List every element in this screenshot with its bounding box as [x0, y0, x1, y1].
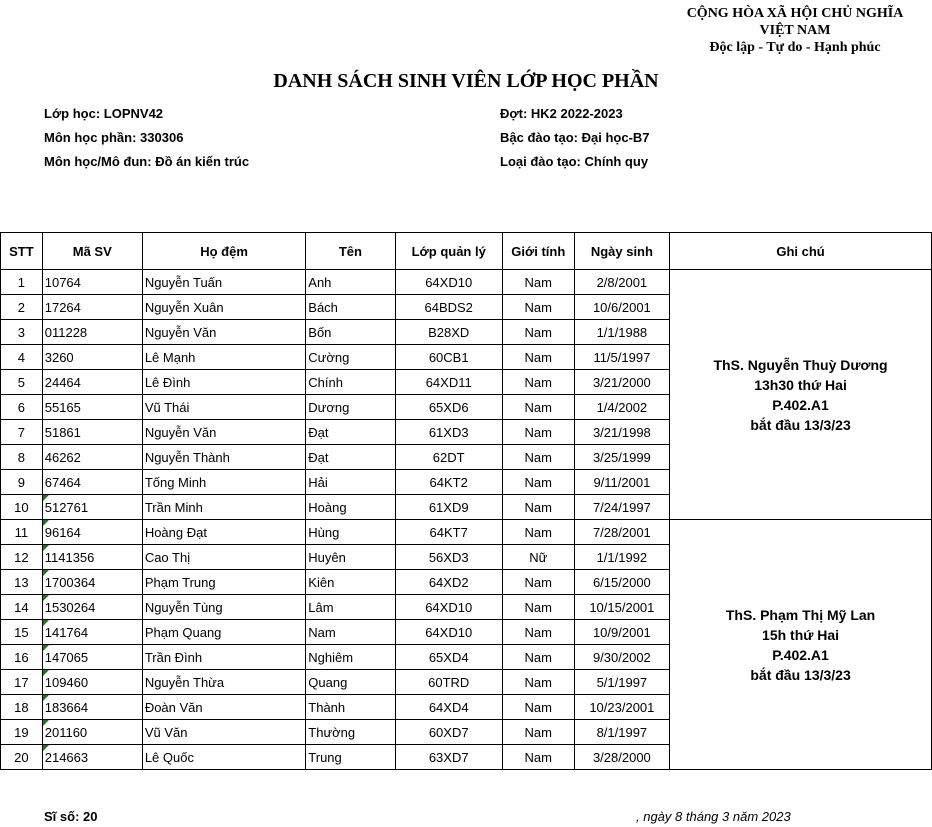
cell-lop: 60XD7: [395, 720, 502, 745]
cell-stt: 2: [1, 295, 43, 320]
cell-ho-dem: Cao Thị: [142, 545, 305, 570]
cell-ten: Nghiêm: [306, 645, 395, 670]
course-name: Môn học/Mô đun: Đồ án kiến trúc: [44, 154, 250, 169]
cell-stt: 7: [1, 420, 43, 445]
cell-ten: Lâm: [306, 595, 395, 620]
cell-stt: 15: [1, 620, 43, 645]
instructor-note-line: ThS. Nguyễn Thuỳ Dương: [713, 356, 888, 373]
cell-ngay-sinh: 7/28/2001: [574, 520, 669, 545]
instructor-note-line: 15h thứ Hai: [762, 626, 840, 643]
cell-ma-sv: 512761: [42, 495, 142, 520]
cell-lop: 65XD4: [395, 645, 502, 670]
col-header-ghi-chu: Ghi chú: [670, 233, 932, 270]
cell-stt: 16: [1, 645, 43, 670]
cell-gioi-tinh: Nam: [502, 270, 574, 295]
cell-stt: 11: [1, 520, 43, 545]
cell-ten: Hoàng: [306, 495, 395, 520]
cell-stt: 9: [1, 470, 43, 495]
cell-lop: 64XD11: [395, 370, 502, 395]
cell-ho-dem: Đoàn Văn: [142, 695, 305, 720]
cell-ma-sv: 141764: [42, 620, 142, 645]
cell-ngay-sinh: 9/30/2002: [574, 645, 669, 670]
cell-ma-sv: 183664: [42, 695, 142, 720]
cell-lop: 64KT2: [395, 470, 502, 495]
cell-ten: Thành: [306, 695, 395, 720]
cell-ten: Đạt: [306, 445, 395, 470]
cell-ma-sv: 1700364: [42, 570, 142, 595]
cell-stt: 18: [1, 695, 43, 720]
col-header-ngay-sinh: Ngày sinh: [574, 233, 669, 270]
motto-line-2: VIỆT NAM: [759, 23, 831, 38]
cell-gioi-tinh: Nam: [502, 520, 574, 545]
cell-ho-dem: Nguyễn Thừa: [142, 670, 305, 695]
cell-lop: 64XD2: [395, 570, 502, 595]
cell-ten: Cường: [306, 345, 395, 370]
cell-stt: 17: [1, 670, 43, 695]
cell-ho-dem: Nguyễn Tuấn: [142, 270, 305, 295]
col-header-ten: Tên: [306, 233, 395, 270]
cell-lop: 62DT: [395, 445, 502, 470]
col-header-ma-sv: Mã SV: [42, 233, 142, 270]
cell-stt: 19: [1, 720, 43, 745]
cell-stt: 3: [1, 320, 43, 345]
cell-lop: 63XD7: [395, 745, 502, 770]
cell-ngay-sinh: 3/21/2000: [574, 370, 669, 395]
cell-ho-dem: Nguyễn Xuân: [142, 295, 305, 320]
cell-ten: Thường: [306, 720, 395, 745]
instructor-note-line: bắt đầu 13/3/23: [750, 666, 851, 683]
cell-ten: Dương: [306, 395, 395, 420]
cell-ngay-sinh: 8/1/1997: [574, 720, 669, 745]
cell-lop: B28XD: [395, 320, 502, 345]
cell-ngay-sinh: 1/1/1988: [574, 320, 669, 345]
cell-ten: Quang: [306, 670, 395, 695]
cell-gioi-tinh: Nam: [502, 420, 574, 445]
cell-ma-sv: 24464: [42, 370, 142, 395]
cell-ho-dem: Phạm Trung: [142, 570, 305, 595]
cell-gioi-tinh: Nam: [502, 470, 574, 495]
cell-lop: 61XD9: [395, 495, 502, 520]
cell-ngay-sinh: 1/4/2002: [574, 395, 669, 420]
cell-ten: Đạt: [306, 420, 395, 445]
cell-ngay-sinh: 10/23/2001: [574, 695, 669, 720]
course-code: Môn học phần: 330306: [44, 130, 184, 145]
cell-ngay-sinh: 1/1/1992: [574, 545, 669, 570]
table-row: [1, 270, 932, 295]
cell-ngay-sinh: 9/11/2001: [574, 470, 669, 495]
cell-lop: 64BDS2: [395, 295, 502, 320]
cell-ma-sv: 214663: [42, 745, 142, 770]
cell-ngay-sinh: 3/21/1998: [574, 420, 669, 445]
motto-line-1: CỘNG HÒA XÃ HỘI CHỦ NGHĨA: [686, 6, 904, 21]
cell-gioi-tinh: Nam: [502, 445, 574, 470]
cell-stt: 5: [1, 370, 43, 395]
cell-ten: Nam: [306, 620, 395, 645]
cell-ma-sv: 011228: [42, 320, 142, 345]
cell-gioi-tinh: Nam: [502, 695, 574, 720]
cell-stt: 13: [1, 570, 43, 595]
cell-ho-dem: Lê Quốc: [142, 745, 305, 770]
cell-gioi-tinh: Nam: [502, 495, 574, 520]
cell-ten: Huyên: [306, 545, 395, 570]
instructor-note: [670, 270, 932, 520]
cell-gioi-tinh: Nam: [502, 395, 574, 420]
cell-lop: 64XD4: [395, 695, 502, 720]
cell-stt: 14: [1, 595, 43, 620]
cell-gioi-tinh: Nam: [502, 295, 574, 320]
cell-ngay-sinh: 2/8/2001: [574, 270, 669, 295]
cell-ten: Bách: [306, 295, 395, 320]
cell-gioi-tinh: Nam: [502, 345, 574, 370]
cell-stt: 6: [1, 395, 43, 420]
cell-ma-sv: 147065: [42, 645, 142, 670]
instructor-note-line: bắt đầu 13/3/23: [750, 416, 851, 433]
cell-ho-dem: Lê Đình: [142, 370, 305, 395]
cell-stt: 4: [1, 345, 43, 370]
cell-ngay-sinh: 10/15/2001: [574, 595, 669, 620]
cell-ngay-sinh: 10/6/2001: [574, 295, 669, 320]
cell-ma-sv: 51861: [42, 420, 142, 445]
cell-ho-dem: Trần Minh: [142, 495, 305, 520]
cell-ten: Trung: [306, 745, 395, 770]
cell-ma-sv: 96164: [42, 520, 142, 545]
cell-gioi-tinh: Nam: [502, 570, 574, 595]
col-header-ho-dem: Họ đệm: [142, 233, 305, 270]
cell-ngay-sinh: 3/25/1999: [574, 445, 669, 470]
cell-ma-sv: 55165: [42, 395, 142, 420]
cell-lop: 61XD3: [395, 420, 502, 445]
col-header-stt: STT: [1, 233, 43, 270]
cell-ten: Kiên: [306, 570, 395, 595]
cell-lop: 60CB1: [395, 345, 502, 370]
cell-gioi-tinh: Nam: [502, 595, 574, 620]
cell-ho-dem: Nguyễn Văn: [142, 320, 305, 345]
student-table: [0, 232, 932, 770]
cell-ho-dem: Vũ Thái: [142, 395, 305, 420]
cell-lop: 65XD6: [395, 395, 502, 420]
cell-gioi-tinh: Nam: [502, 370, 574, 395]
motto-line-3: Độc lập - Tự do - Hạnh phúc: [709, 40, 881, 55]
cell-ma-sv: 3260: [42, 345, 142, 370]
col-header-lop: Lớp quản lý: [395, 233, 502, 270]
cell-ngay-sinh: 5/1/1997: [574, 670, 669, 695]
cell-ten: Hải: [306, 470, 395, 495]
class-code: Lớp học: LOPNV42: [44, 106, 164, 121]
instructor-note-line: P.402.A1: [772, 396, 829, 413]
class-size: Sĩ số: 20: [44, 809, 98, 824]
cell-ma-sv: 17264: [42, 295, 142, 320]
cell-lop: 60TRD: [395, 670, 502, 695]
col-header-gioi-tinh: Giới tính: [502, 233, 574, 270]
cell-stt: 10: [1, 495, 43, 520]
cell-ngay-sinh: 6/15/2000: [574, 570, 669, 595]
cell-stt: 20: [1, 745, 43, 770]
cell-ma-sv: 46262: [42, 445, 142, 470]
cell-ma-sv: 67464: [42, 470, 142, 495]
cell-gioi-tinh: Nữ: [502, 545, 574, 570]
cell-gioi-tinh: Nam: [502, 645, 574, 670]
cell-ma-sv: 1141356: [42, 545, 142, 570]
cell-ngay-sinh: 7/24/1997: [574, 495, 669, 520]
education-level: Bậc đào tạo: Đại học-B7: [500, 130, 650, 145]
cell-stt: 12: [1, 545, 43, 570]
signing-date: , ngày 8 tháng 3 năm 2023: [636, 809, 791, 824]
page-title: DANH SÁCH SINH VIÊN LỚP HỌC PHẦN: [273, 70, 659, 92]
cell-ho-dem: Phạm Quang: [142, 620, 305, 645]
cell-gioi-tinh: Nam: [502, 670, 574, 695]
cell-ho-dem: Nguyễn Thành: [142, 445, 305, 470]
cell-ten: Anh: [306, 270, 395, 295]
term: Đợt: HK2 2022-2023: [500, 106, 623, 121]
instructor-note-line: P.402.A1: [772, 646, 829, 663]
cell-gioi-tinh: Nam: [502, 720, 574, 745]
cell-ho-dem: Trần Đình: [142, 645, 305, 670]
table-row: [1, 520, 932, 545]
instructor-note-line: 13h30 thứ Hai: [754, 376, 847, 393]
cell-ma-sv: 1530264: [42, 595, 142, 620]
cell-ten: Chính: [306, 370, 395, 395]
cell-lop: 56XD3: [395, 545, 502, 570]
cell-ngay-sinh: 10/9/2001: [574, 620, 669, 645]
table-header-row: [1, 233, 932, 270]
cell-lop: 64XD10: [395, 620, 502, 645]
cell-ma-sv: 201160: [42, 720, 142, 745]
education-type: Loại đào tạo: Chính quy: [500, 154, 649, 169]
cell-ten: Hùng: [306, 520, 395, 545]
cell-ho-dem: Vũ Văn: [142, 720, 305, 745]
cell-ngay-sinh: 3/28/2000: [574, 745, 669, 770]
cell-gioi-tinh: Nam: [502, 745, 574, 770]
national-motto: [660, 5, 930, 56]
cell-gioi-tinh: Nam: [502, 620, 574, 645]
cell-ho-dem: Hoàng Đạt: [142, 520, 305, 545]
cell-ho-dem: Nguyễn Văn: [142, 420, 305, 445]
instructor-note-line: ThS. Phạm Thị Mỹ Lan: [725, 606, 876, 623]
cell-ho-dem: Tống Minh: [142, 470, 305, 495]
cell-stt: 8: [1, 445, 43, 470]
cell-ma-sv: 10764: [42, 270, 142, 295]
cell-ho-dem: Nguyễn Tùng: [142, 595, 305, 620]
cell-lop: 64XD10: [395, 270, 502, 295]
cell-lop: 64KT7: [395, 520, 502, 545]
cell-ten: Bốn: [306, 320, 395, 345]
cell-gioi-tinh: Nam: [502, 320, 574, 345]
instructor-note: [670, 520, 932, 770]
cell-ho-dem: Lê Mạnh: [142, 345, 305, 370]
cell-stt: 1: [1, 270, 43, 295]
cell-lop: 64XD10: [395, 595, 502, 620]
cell-ngay-sinh: 11/5/1997: [574, 345, 669, 370]
cell-ma-sv: 109460: [42, 670, 142, 695]
